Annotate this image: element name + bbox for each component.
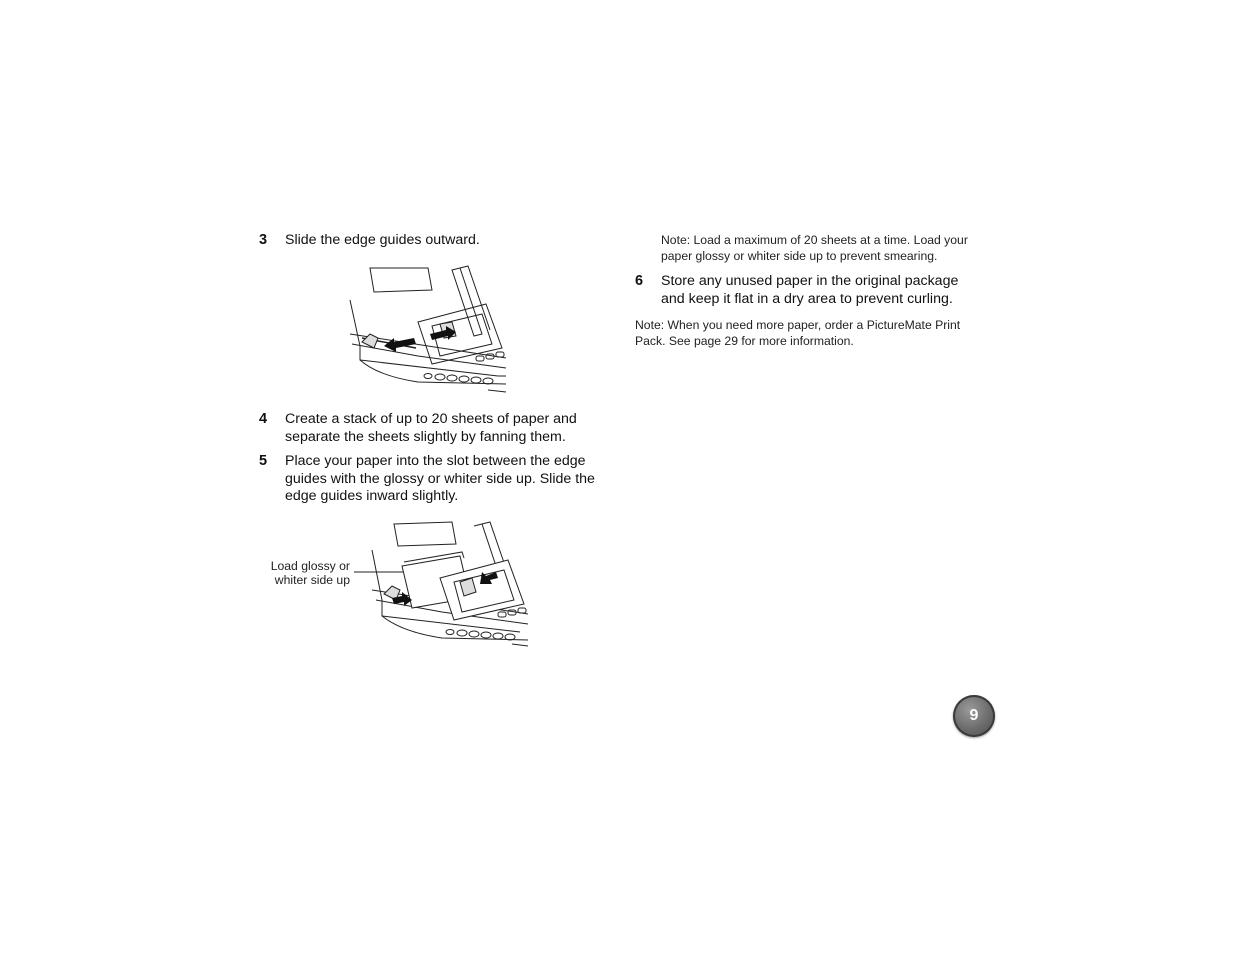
step-text: Store any unused paper in the original package and keep it flat in a dry area to prevent curling. bbox=[661, 273, 959, 307]
step-number: 3 bbox=[259, 232, 268, 248]
figure-callout-label: Load glossy or whiter side up bbox=[270, 559, 350, 587]
step-text: Create a stack of up to 20 sheets of paper and separate the sheets slightly by fanning them. bbox=[285, 411, 577, 445]
page-number: 9 bbox=[969, 707, 979, 724]
figure-paper-loaded bbox=[352, 520, 532, 650]
figure-edge-guides-outward bbox=[348, 264, 510, 396]
step-text: Slide the edge guides outward. bbox=[285, 232, 480, 248]
note-max-sheets: Note: Load a maximum of 20 sheets at a time. Load your paper glossy or whiter side up to prevent smearing. bbox=[661, 233, 968, 263]
paper-support bbox=[370, 268, 432, 292]
step-number: 6 bbox=[635, 273, 644, 289]
step-number: 5 bbox=[259, 453, 268, 469]
page-number-badge bbox=[953, 695, 995, 737]
step-text: Place your paper into the slot between the edge guides with the glossy or whiter side up. Slide the edge guides inward slightly. bbox=[285, 453, 595, 504]
note-order-paper: Note: When you need more paper, order a PictureMate Print Pack. See page 29 for more information. bbox=[635, 318, 961, 348]
step-number: 4 bbox=[259, 411, 268, 427]
